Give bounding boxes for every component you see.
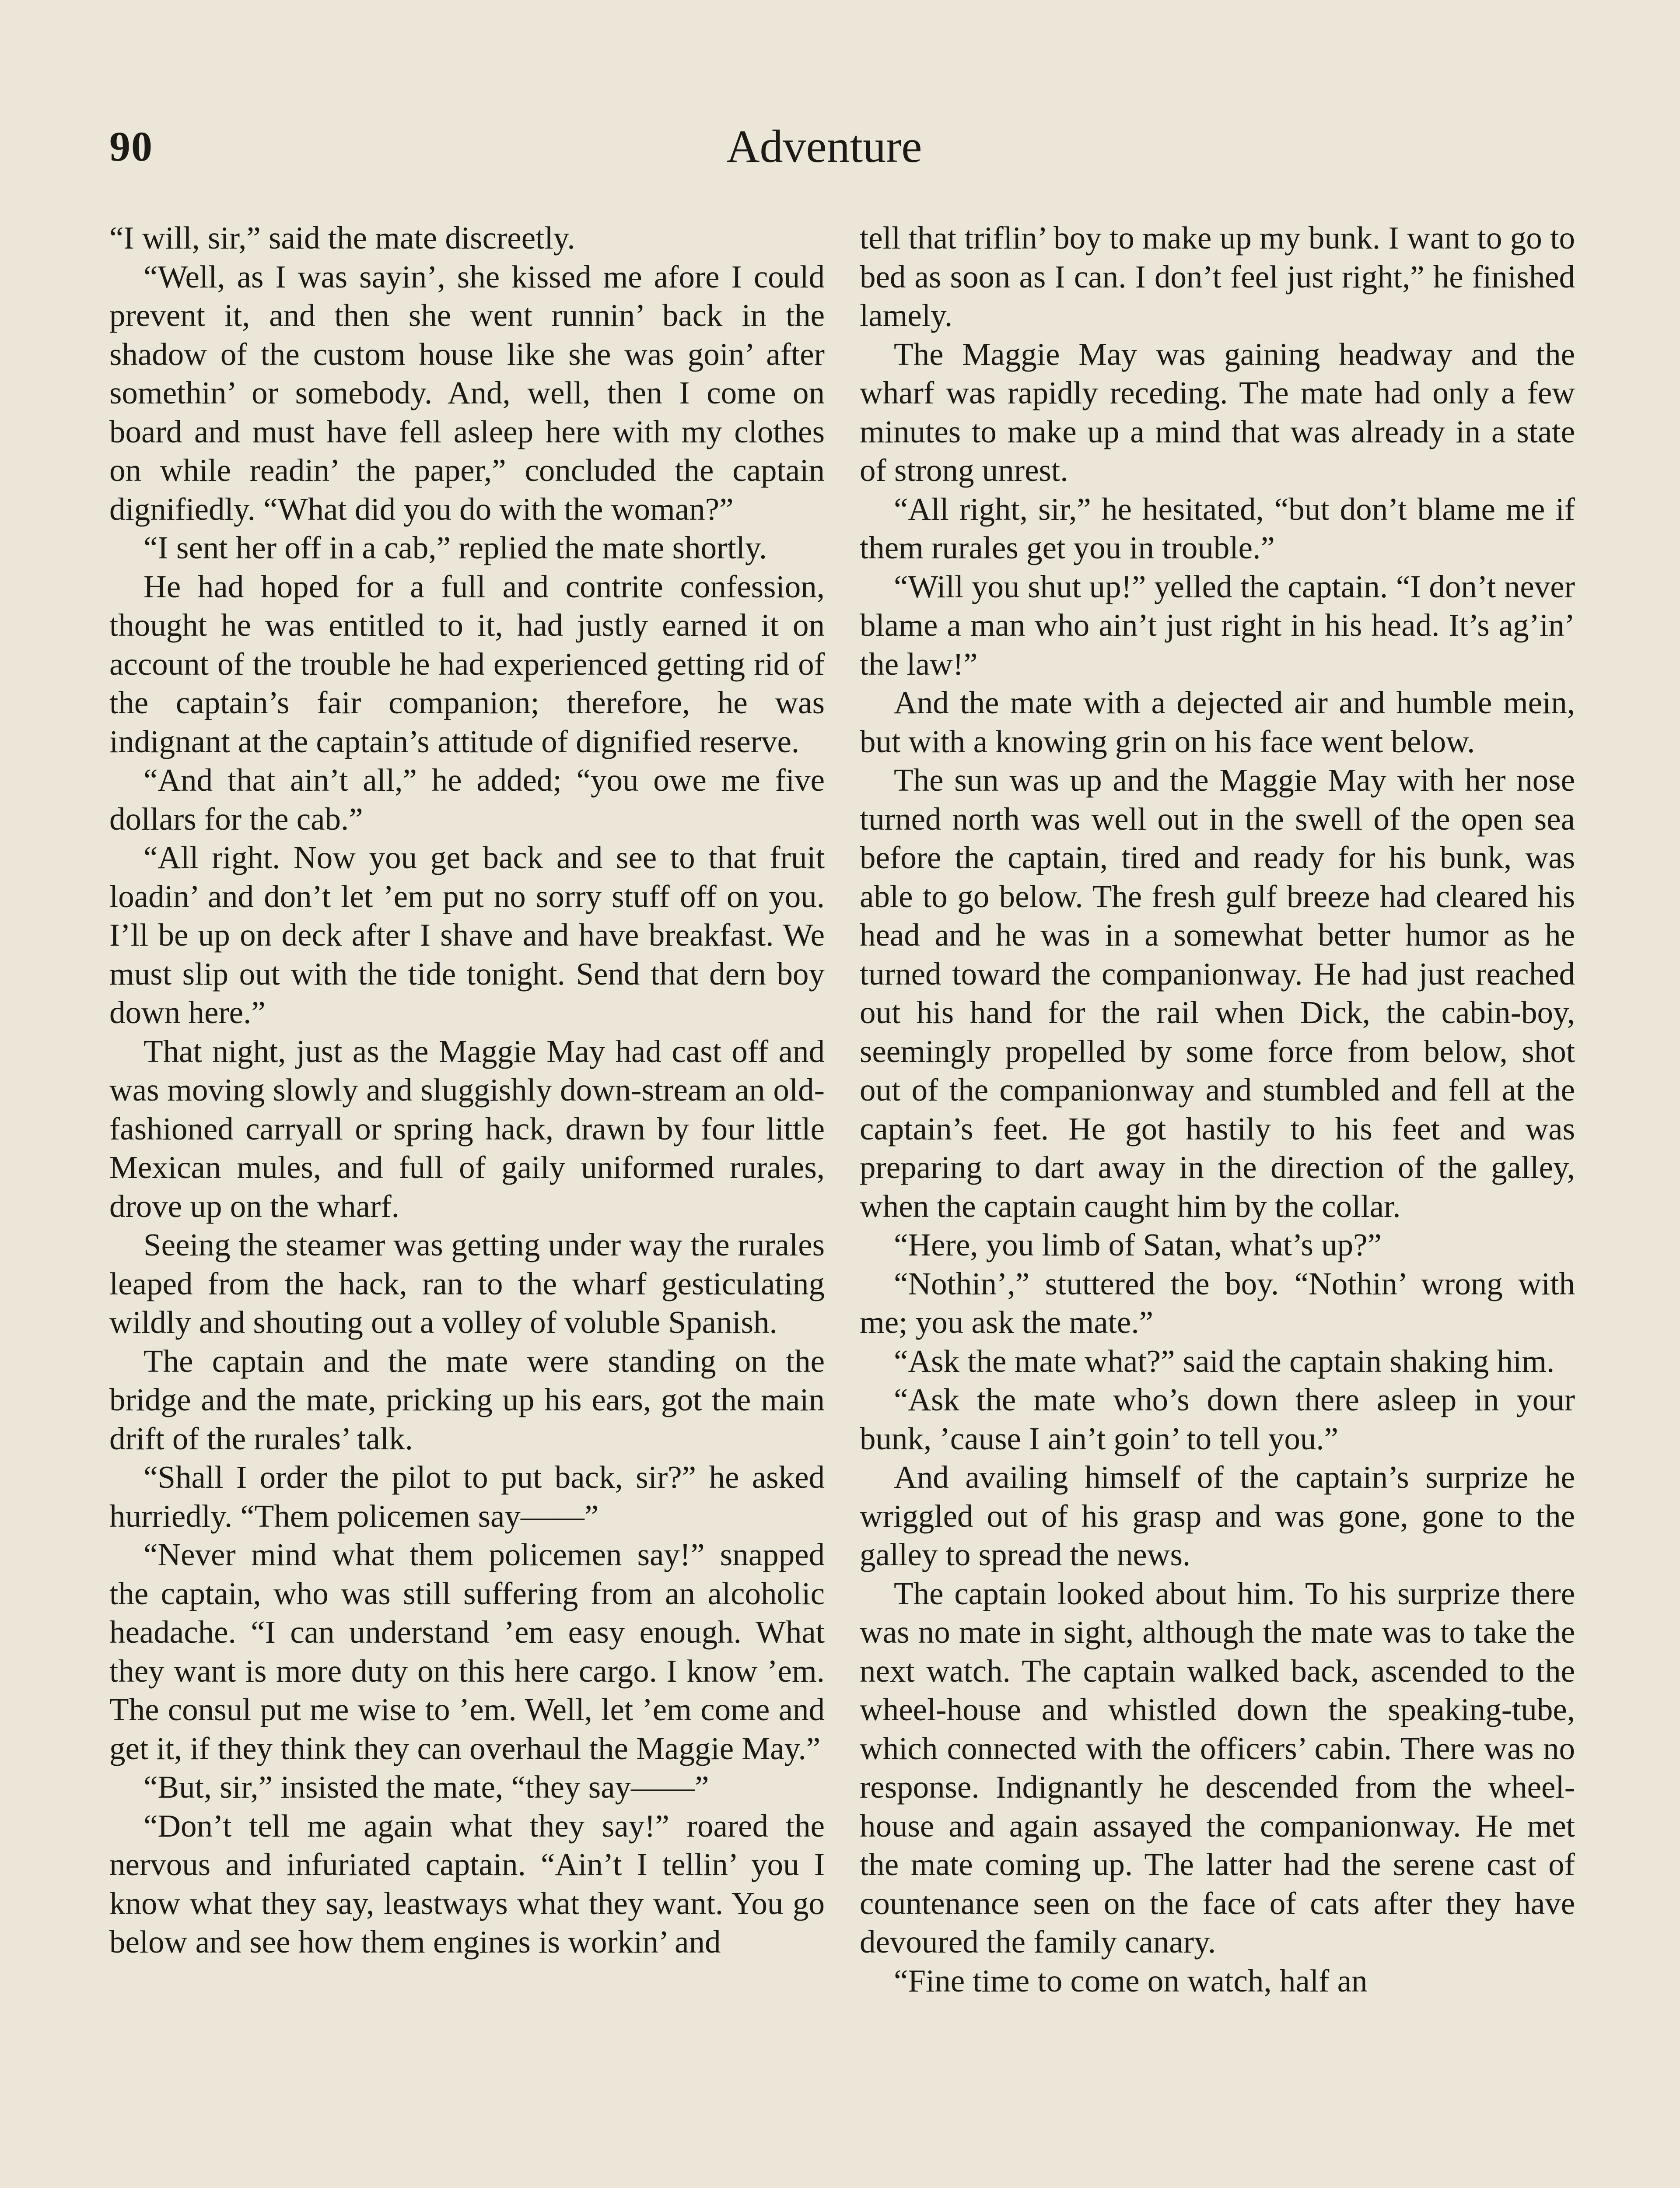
page-header <box>0 118 1680 175</box>
paragraph: And availing himself of the captain’s surprize he wriggled out of his grasp and was gone, gone to the galley to spread the news. <box>860 1459 1575 1572</box>
paragraph: “Ask the mate who’s down there asleep in your bunk, ’cause I ain’t goin’ to tell you.” <box>860 1382 1575 1456</box>
paragraph: The Maggie May was gaining headway and the wharf was rapidly receding. The mate had only a few minutes to make up a mind that was already in a state of strong unrest. <box>860 336 1575 488</box>
paragraph: “All right. Now you get back and see to that fruit loadin’ and don’t let ’em put no sorry stuff off on you. I’ll be up on deck after I shave and have breakfast. We must slip out with the tide tonight. Send that dern boy down here.” <box>109 840 825 1030</box>
paragraph: tell that triflin’ boy to make up my bunk. I want to go to bed as soon as I can. I don’t feel just right,” he finished lamely. <box>860 220 1575 333</box>
left-column <box>109 219 825 1962</box>
paragraph: Seeing the steamer was getting under way the rurales leaped from the hack, ran to the wharf gesticulating wildly and shouting out a volley of voluble Spanish. <box>109 1227 825 1340</box>
right-column <box>860 219 1575 2000</box>
paragraph: “I sent her off in a cab,” replied the mate shortly. <box>144 530 767 565</box>
paragraph: “Here, you limb of Satan, what’s up?” <box>894 1227 1382 1262</box>
paragraph: “Ask the mate what?” said the captain shaking him. <box>894 1343 1555 1379</box>
running-title: Adventure <box>726 121 922 172</box>
page-number: 90 <box>109 123 153 170</box>
paragraph: “Nothin’,” stuttered the boy. “Nothin’ wrong with me; you ask the mate.” <box>860 1266 1575 1340</box>
paragraph: The captain looked about him. To his surprize there was no mate in sight, although the mate was to take the next watch. The captain walked back, ascended to the wheel-house and whistled down the speaking-tube, which connected with the officers’ cabin. There was no response. Indignantly he descended from the wheel-house and again assayed the companionway. He met the mate coming up. The latter had the serene cast of countenance seen on the face of cats after they have devoured the family canary. <box>860 1575 1575 1960</box>
paragraph: “Never mind what them policemen say!” snapped the captain, who was still suffering from an alcoholic headache. “I can understand ’em easy enough. What they want is more duty on this here cargo. I know ’em. The consul put me wise to ’em. Well, let ’em come and get it, if they think they can overhaul the Maggie May.” <box>109 1537 825 1766</box>
paragraph: “Well, as I was sayin’, she kissed me afore I could prevent it, and then she went runnin’ back in the shadow of the custom house like she was goin’ after somethin’ or somebody. And, well, then I come on board and must have fell asleep here with my clothes on while readin’ the paper,” concluded the captain dignifiedly. “What did you do with the woman?” <box>109 259 825 527</box>
paragraph: “But, sir,” insisted the mate, “they say——” <box>144 1769 709 1805</box>
paragraph: He had hoped for a full and contrite confession, thought he was entitled to it, had justly earned it on account of the trouble he had experienced getting rid of the captain’s fair companion; therefore, he was indignant at the captain’s attitude of dignified reserve. <box>109 568 825 759</box>
paragraph: “Fine time to come on watch, half an <box>894 1963 1368 1999</box>
paragraph: “Will you shut up!” yelled the captain. “I don’t never blame a man who ain’t just right in his head. It’s ag’in’ the law!” <box>860 568 1575 682</box>
paragraph: The captain and the mate were standing on the bridge and the mate, pricking up his ears, got the main drift of the rurales’ talk. <box>109 1343 825 1456</box>
paragraph: And the mate with a dejected air and humble mein, but with a knowing grin on his face went below. <box>860 685 1575 759</box>
paragraph: The sun was up and the Maggie May with her nose turned north was well out in the swell of the open sea before the captain, tired and ready for his bunk, was able to go below. The fresh gulf breeze had cleared his head and he was in a somewhat better humor as he turned toward the companionway. He had just reached out his hand for the rail when Dick, the cabin-boy, seemingly propelled by some force from below, shot out of the companionway and stumbled and fell at the captain’s feet. He got hastily to his feet and was preparing to dart away in the direction of the galley, when the captain caught him by the collar. <box>860 762 1575 1224</box>
paragraph: “And that ain’t all,” he added; “you owe me five dollars for the cab.” <box>109 762 825 837</box>
paragraph: “Don’t tell me again what they say!” roared the nervous and infuriated captain. “Ain’t I tellin’ you I know what they say, leastways what they want. You go below and see how them engines is workin’ and <box>109 1808 825 1960</box>
paragraph: “I will, sir,” said the mate discreetly. <box>109 220 575 256</box>
paragraph: “All right, sir,” he hesitated, “but don’t blame me if them rurales get you in trouble.” <box>860 491 1575 565</box>
paragraph: “Shall I order the pilot to put back, sir?” he asked hurriedly. “Them policemen say——” <box>109 1459 825 1534</box>
paragraph: That night, just as the Maggie May had cast off and was moving slowly and sluggishly down-stream an old-fashioned carryall or spring hack, drawn by four little Mexican mules, and full of gaily uniformed rurales, drove up on the wharf. <box>109 1033 825 1224</box>
text-columns <box>0 219 1680 2188</box>
